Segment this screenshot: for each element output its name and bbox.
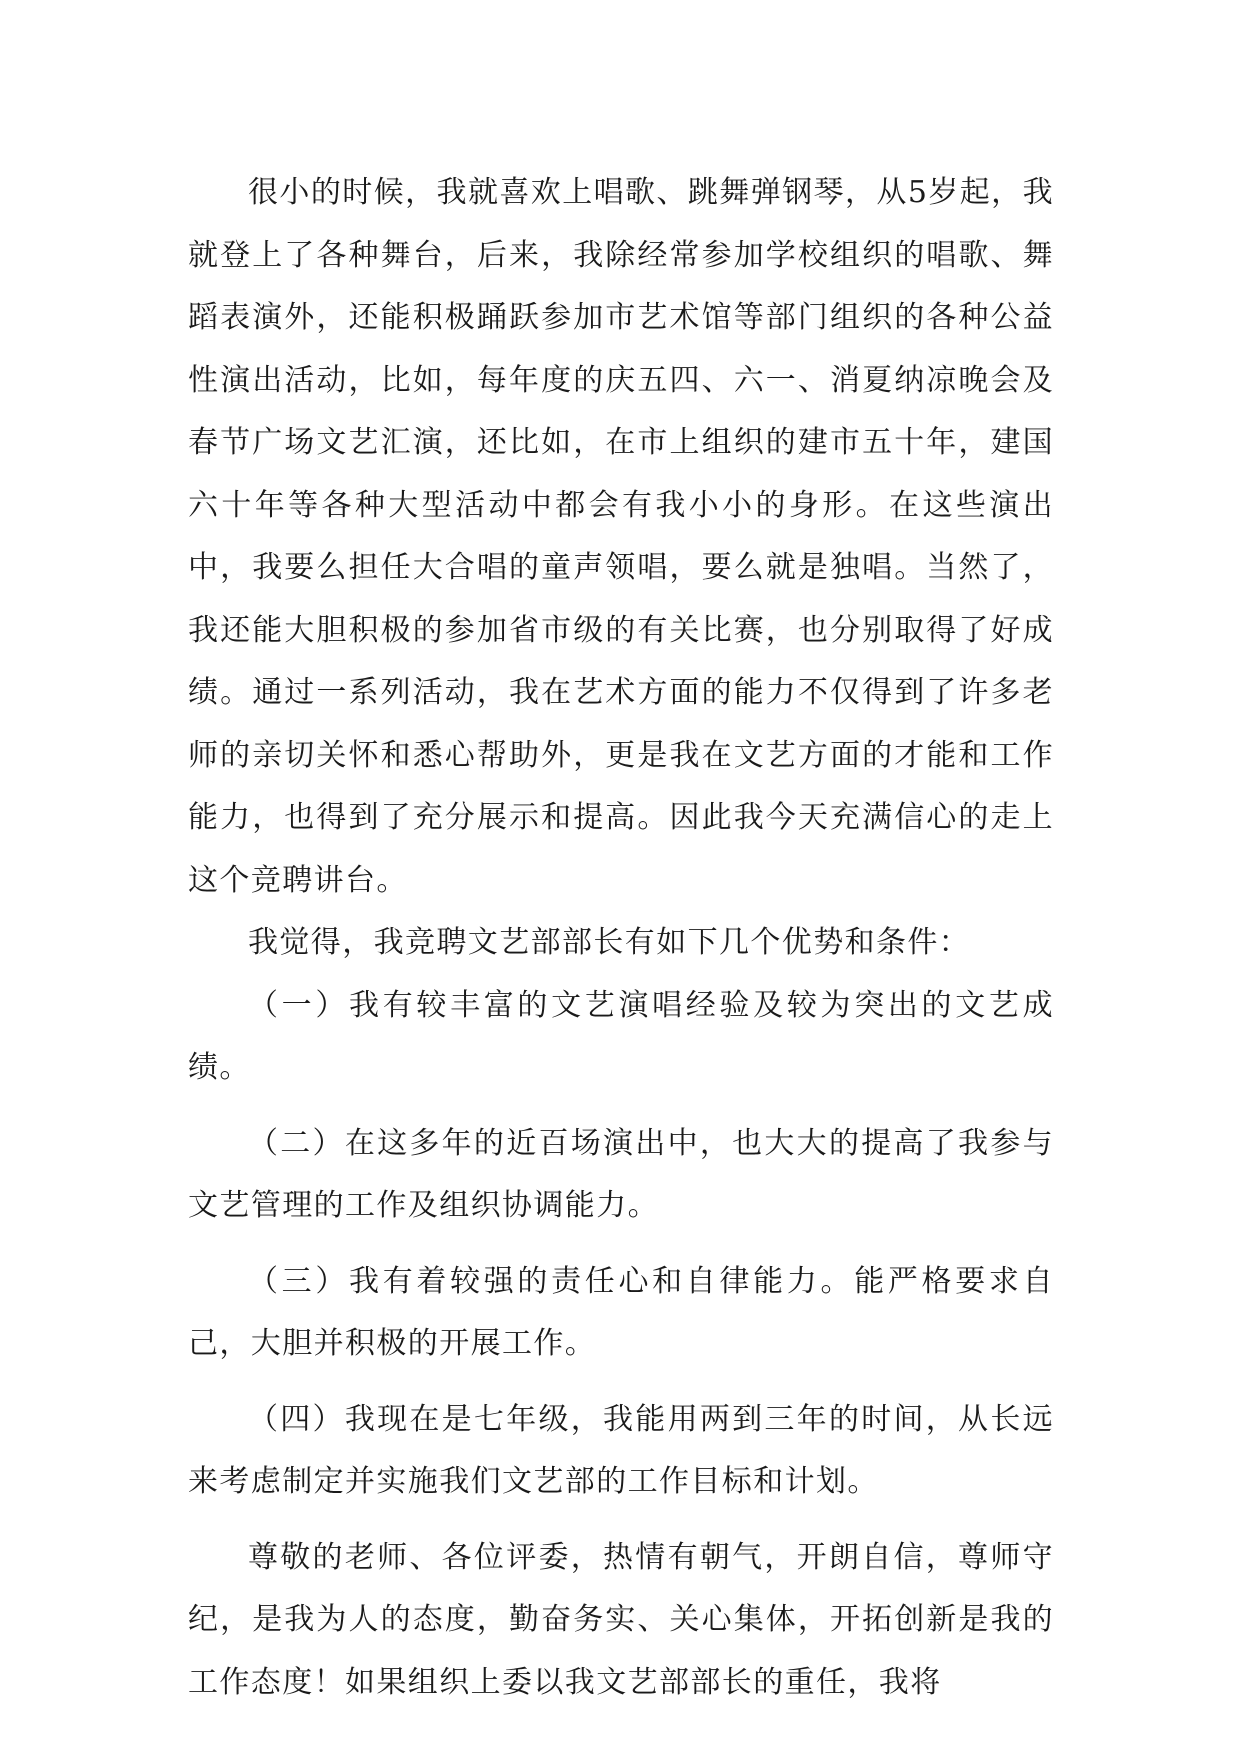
paragraph-advantage-3: （三）我有着较强的责任心和自律能力。能严格要求自己，大胆并积极的开展工作。 xyxy=(188,1263,1054,1361)
document-body xyxy=(188,162,1054,1714)
paragraph-closing: 尊敬的老师、各位评委，热情有朝气，开朗自信，尊师守纪，是我为人的态度，勤奋务实、关心集体，开拓创新是我的工作态度！如果组织上委以我文艺部部长的重任，我将 xyxy=(188,1539,1054,1700)
paragraph-advantages-intro: 我觉得，我竞聘文艺部部长有如下几个优势和条件： xyxy=(248,925,971,960)
paragraph-advantage-2: （二）在这多年的近百场演出中，也大大的提高了我参与文艺管理的工作及组织协调能力。 xyxy=(188,1125,1054,1223)
paragraph-advantage-1: （一）我有较丰富的文艺演唱经验及较为突出的文艺成绩。 xyxy=(188,987,1054,1085)
paragraph-advantage-4: （四）我现在是七年级，我能用两到三年的时间，从长远来考虑制定并实施我们文艺部的工作目标和计划。 xyxy=(188,1401,1054,1499)
paragraph-background: 很小的时候，我就喜欢上唱歌、跳舞弹钢琴，从5岁起，我就登上了各种舞台，后来，我除经常参加学校组织的唱歌、舞蹈表演外，还能积极踊跃参加市艺术馆等部门组织的各种公益性演出活动，比如，每年度的庆五四、六一、消夏纳凉晚会及春节广场文艺汇演，还比如，在市上组织的建市五十年，建国六十年等各种大型活动中都会有我小小的身形。在这些演出中，我要么担任大合唱的童声领唱，要么就是独唱。当然了，我还能大胆积极的参加省市级的有关比赛，也分别取得了好成绩。通过一系列活动，我在艺术方面的能力不仅得到了许多老师的亲切关怀和悉心帮助外，更是我在文艺方面的才能和工作能力，也得到了充分展示和提高。因此我今天充满信心的走上这个竞聘讲台。 xyxy=(188,175,1054,898)
